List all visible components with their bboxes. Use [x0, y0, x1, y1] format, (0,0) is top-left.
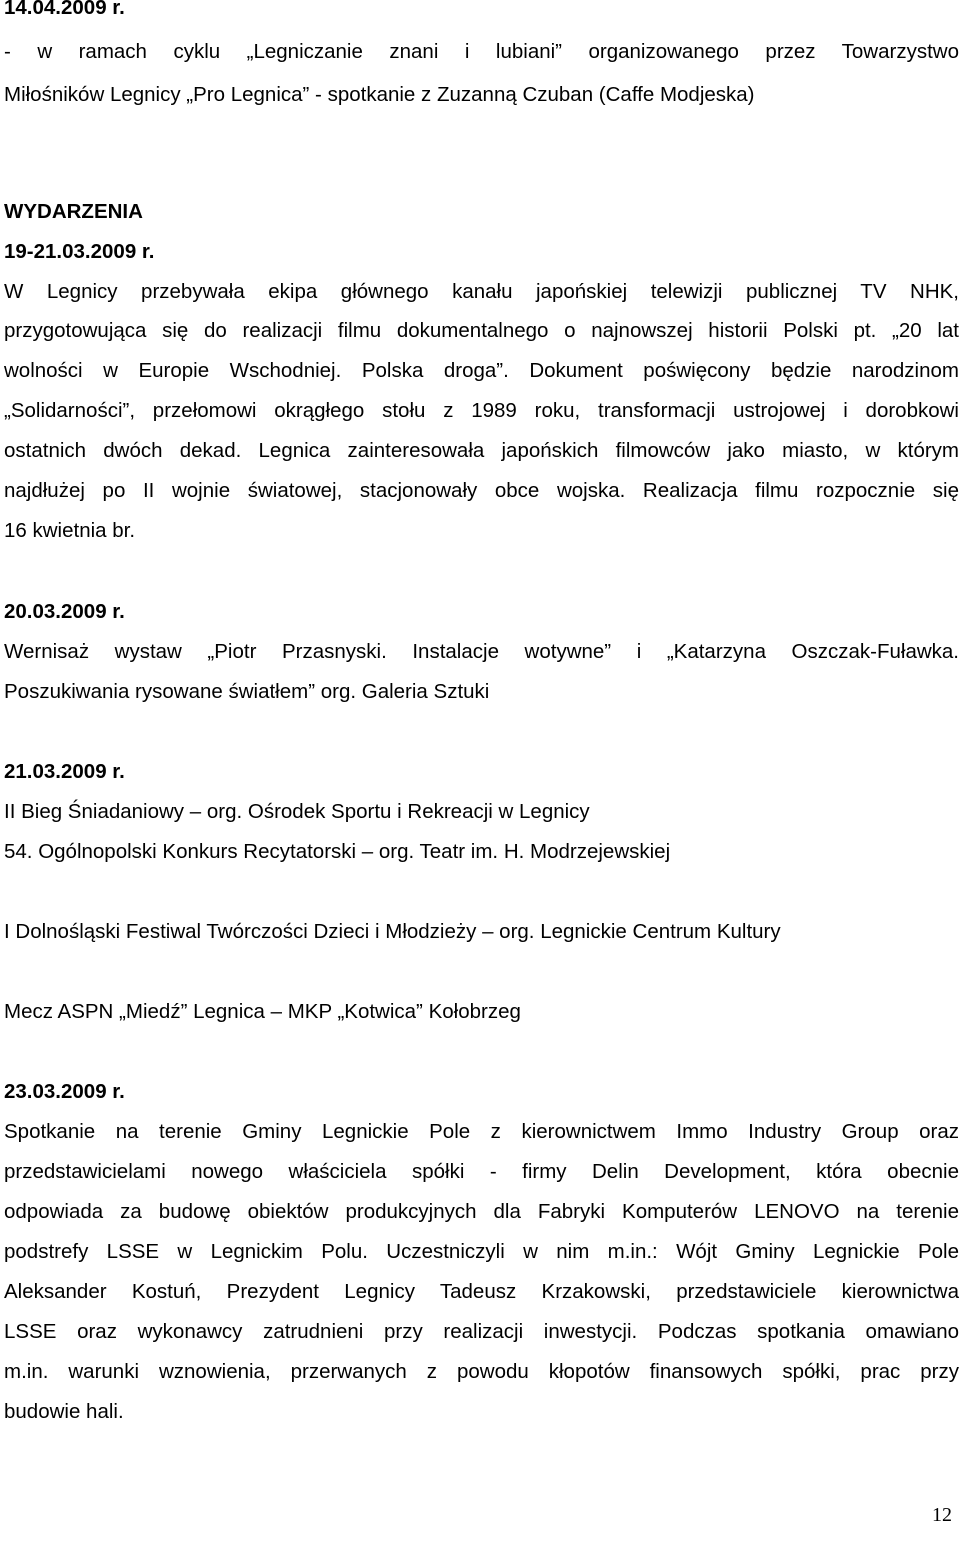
paragraph-line: Poszukiwania rysowane światłem” org. Galeria Sztuki [4, 680, 490, 703]
date-heading: 23.03.2009 r. [4, 1080, 125, 1103]
paragraph-line: Wernisaż wystaw „Piotr Przasnyski. Instalacje wotywne” i „Katarzyna Oszczak-Fuławka. [4, 640, 959, 663]
paragraph-line: podstrefy LSSE w Legnickim Polu. Uczestniczyli w nim m.in.: Wójt Gminy Legnickie Pole [4, 1240, 959, 1263]
date-heading: 14.04.2009 r. [4, 0, 125, 19]
paragraph-line: Aleksander Kostuń, Prezydent Legnicy Tadeusz Krzakowski, przedstawiciele kierownictwa [4, 1280, 959, 1303]
section-heading: WYDARZENIA [4, 200, 143, 223]
paragraph-line: przygotowująca się do realizacji filmu dokumentalnego o najnowszej historii Polski pt. „20 lat [4, 319, 959, 342]
paragraph-line: 54. Ogólnopolski Konkurs Recytatorski – org. Teatr im. H. Modrzejewskiej [4, 840, 671, 863]
date-heading: 20.03.2009 r. [4, 600, 125, 623]
paragraph-line: II Bieg Śniadaniowy – org. Ośrodek Sportu i Rekreacji w Legnicy [4, 800, 590, 823]
paragraph-line: 16 kwietnia br. [4, 519, 136, 542]
page-number: 12 [932, 1504, 952, 1526]
date-heading: 19-21.03.2009 r. [4, 240, 155, 263]
paragraph-line: wolności w Europie Wschodniej. Polska droga”. Dokument poświęcony będzie narodzinom [4, 359, 959, 382]
paragraph-line: odpowiada za budowę obiektów produkcyjnych dla Fabryki Komputerów LENOVO na terenie [4, 1200, 959, 1223]
paragraph-line: Spotkanie na terenie Gminy Legnickie Pole z kierownictwem Immo Industry Group oraz [4, 1120, 959, 1143]
paragraph-line: przedstawicielami nowego właściciela spółki - firmy Delin Development, która obecnie [4, 1160, 959, 1183]
paragraph-line: - w ramach cyklu „Legniczanie znani i lubiani” organizowanego przez Towarzystwo [4, 40, 959, 63]
paragraph-line: LSSE oraz wykonawcy zatrudnieni przy realizacji inwestycji. Podczas spotkania omawiano [4, 1320, 959, 1343]
paragraph-line: m.in. warunki wznowienia, przerwanych z powodu kłopotów finansowych spółki, prac przy [4, 1360, 959, 1383]
paragraph-line: „Solidarności”, przełomowi okrągłego stołu z 1989 roku, transformacji ustrojowej i dorobkowi [4, 399, 959, 422]
paragraph-line: W Legnicy przebywała ekipa głównego kanału japońskiej telewizji publicznej TV NHK, [4, 280, 959, 303]
paragraph-line: Mecz ASPN „Miedź” Legnica – MKP „Kotwica” Kołobrzeg [4, 1000, 521, 1023]
paragraph-line: najdłużej po II wojnie światowej, stacjonowały obce wojska. Realizacja filmu rozpocznie się [4, 479, 959, 502]
paragraph-line: budowie hali. [4, 1400, 124, 1423]
paragraph-line: Miłośników Legnicy „Pro Legnica” - spotkanie z Zuzanną Czuban (Caffe Modjeska) [4, 83, 755, 106]
paragraph-line: I Dolnośląski Festiwal Twórczości Dzieci i Młodzieży – org. Legnickie Centrum Kultury [4, 920, 781, 943]
paragraph-line: ostatnich dwóch dekad. Legnica zainteresowała japońskich filmowców jako miasto, w którym [4, 439, 959, 462]
date-heading: 21.03.2009 r. [4, 760, 125, 783]
